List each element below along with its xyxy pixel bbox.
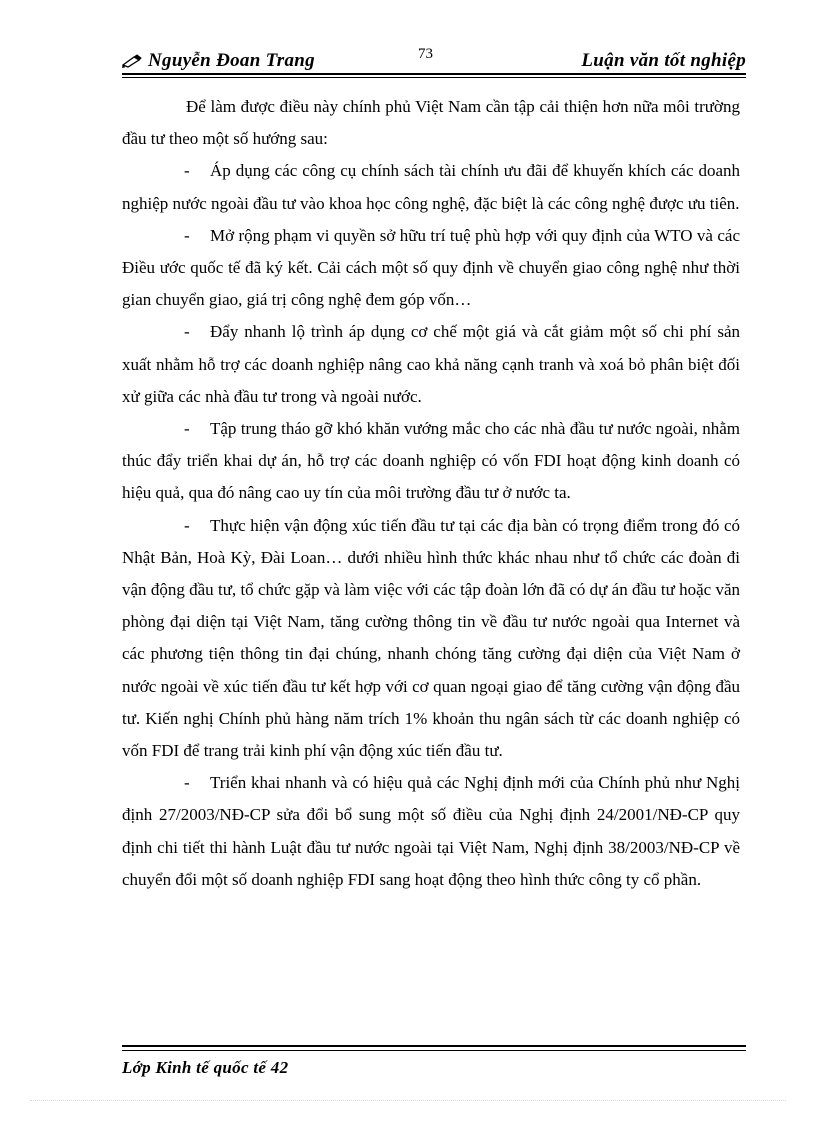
list-item-text: Tập trung tháo gỡ khó khăn vướng mắc cho các nhà đầu tư nước ngoài, nhằm thúc đẩy triển khai dự án, hỗ trợ các doanh nghiệp có vốn FDI hoạt động kinh doanh có hiệu quả, qua đó nâng cao uy tín của môi trường đầu tư ở nước ta. — [122, 419, 740, 503]
header-document-title: Luận văn tốt nghiệp — [581, 50, 746, 71]
list-item-text: Thực hiện vận động xúc tiến đầu tư tại các địa bàn có trọng điểm trong đó có Nhật Bản, Hoà Kỳ, Đài Loan… dưới nhiều hình thức khác nhau như tổ chức các đoàn đi vận động đầu tư, tổ chức gặp và làm việc với các tập đoàn lớn đã có dự án đầu tư hoặc văn phòng đại diện tại Việt Nam, tăng cường thông tin về đầu tư nước ngoài qua Internet và các phương tiện thông tin đại chúng, nhanh chóng tăng cường đại diện của Việt Nam ở nước ngoài về xúc tiến đầu tư kết hợp với cơ quan ngoại giao để tăng cường vận động đầu tư. Kiến nghị Chính phủ hàng năm trích 1% khoản thu ngân sách từ các doanh nghiệp có vốn FDI để trang trải kinh phí vận động xúc tiến đầu tư. — [122, 515, 740, 761]
list-item-text: Triển khai nhanh và có hiệu quả các Nghị định mới của Chính phủ như Nghị định 27/2003/NĐ-CP sửa đổi bổ sung một số điều của Nghị định 24/2001/NĐ-CP quy định chi tiết thi hành Luật đầu tư nước ngoài tại Việt Nam, Nghị định 38/2003/NĐ-CP về chuyển đổi một số doanh nghiệp FDI sang hoạt động theo hình thức công ty cổ phần. — [122, 773, 740, 889]
page-body — [122, 91, 740, 896]
intro-paragraph: Để làm được điều này chính phủ Việt Nam cần tập cải thiện hơn nữa môi trường đầu tư theo một số hướng sau: — [122, 97, 740, 149]
page-footer: Lớp Kinh tế quốc tế 42 — [122, 1058, 289, 1077]
list-item-text: Đẩy nhanh lộ trình áp dụng cơ chế một giá và cắt giảm một số chi phí sản xuất nhằm hỗ trợ các doanh nghiệp nâng cao khả năng cạnh tranh và xoá bỏ phân biệt đối xử giữa các nhà đầu tư trong và ngoài nước. — [122, 322, 740, 406]
list-item-text: Áp dụng các công cụ chính sách tài chính ưu đãi để khuyến khích các doanh nghiệp nước ngoài đầu tư vào khoa học công nghệ, đặc biệt là các công nghệ được ưu tiên. — [122, 161, 740, 213]
page-number: 73 — [418, 46, 433, 62]
list-item-text: Mở rộng phạm vi quyền sở hữu trí tuệ phù hợp với quy định của WTO và các Điều ước quốc tế đã ký kết. Cải cách một số quy định về chuyển giao công nghệ như thời gian chuyển giao, giá trị công nghệ đem góp vốn… — [122, 225, 740, 310]
list-item — [122, 510, 740, 768]
list-item — [122, 316, 740, 413]
header-rule — [122, 73, 746, 75]
pen-icon — [122, 54, 142, 68]
bullet-dash: - — [184, 419, 190, 439]
bullet-dash: - — [184, 322, 190, 342]
page-bottom-border — [30, 1100, 786, 1101]
bullet-dash: - — [184, 225, 190, 245]
header-author: Nguyễn Đoan Trang — [148, 50, 315, 71]
header-rule-thin — [122, 77, 746, 78]
bullet-dash: - — [184, 773, 190, 793]
header-author-group — [122, 50, 315, 72]
bullet-dash: - — [184, 161, 190, 181]
list-item — [122, 767, 740, 896]
list-item — [122, 155, 740, 219]
list-item — [122, 220, 740, 317]
footer-rule-thin — [122, 1050, 746, 1051]
list-item — [122, 413, 740, 510]
bullet-dash: - — [184, 515, 190, 535]
footer-rule — [122, 1045, 746, 1047]
page-header — [122, 44, 746, 74]
